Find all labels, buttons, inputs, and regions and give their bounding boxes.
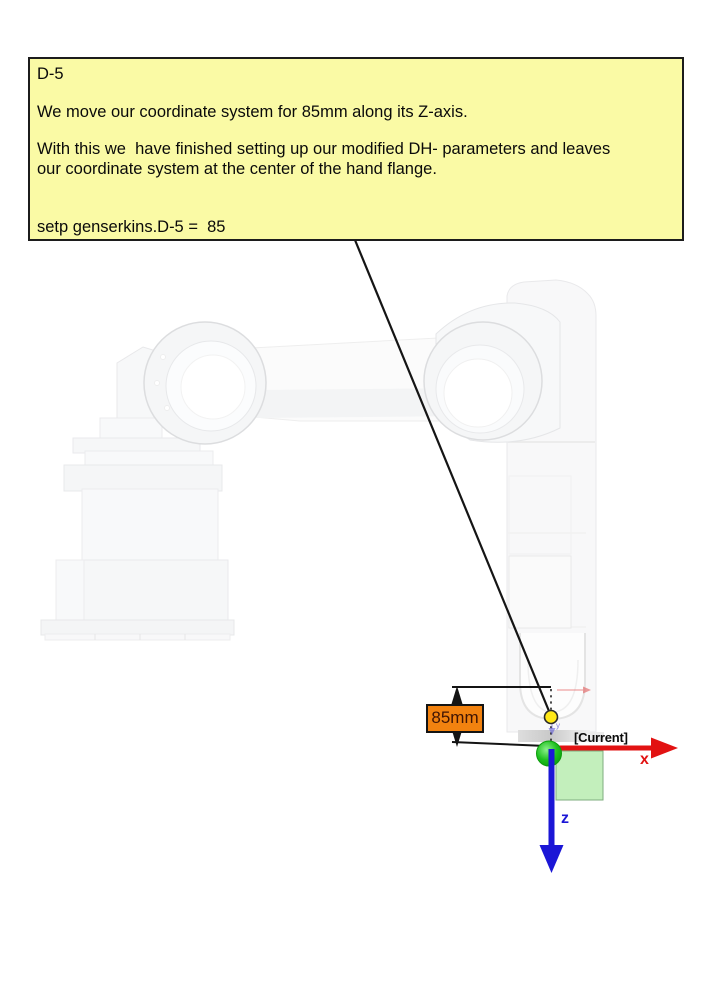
note-body-line2a: With this we have finished setting up our modified DH- parameters and leaves <box>37 140 611 158</box>
z-axis-label: z <box>561 810 569 827</box>
dimension-value-label: 85mm <box>426 704 484 733</box>
robot-wrist-cup <box>520 633 585 719</box>
annotation-note <box>28 57 684 241</box>
dimension-extension-line-bottom <box>452 742 546 746</box>
robot-wrist-joint <box>424 303 560 442</box>
x-axis-label: x <box>640 751 649 768</box>
note-command-line: setp genserkins.D-5 = 85 <box>37 218 226 236</box>
note-body-line1: We move our coordinate system for 85mm along its Z-axis. <box>37 103 468 121</box>
prev-frame-y-label: y <box>556 721 560 730</box>
robot-shoulder-joint <box>144 322 266 444</box>
note-id-label: D-5 <box>37 65 64 83</box>
current-frame-label: [Current] <box>574 730 628 745</box>
note-body-line2b: our coordinate system at the center of the hand flange. <box>37 160 437 178</box>
xz-plane-square <box>556 751 603 800</box>
